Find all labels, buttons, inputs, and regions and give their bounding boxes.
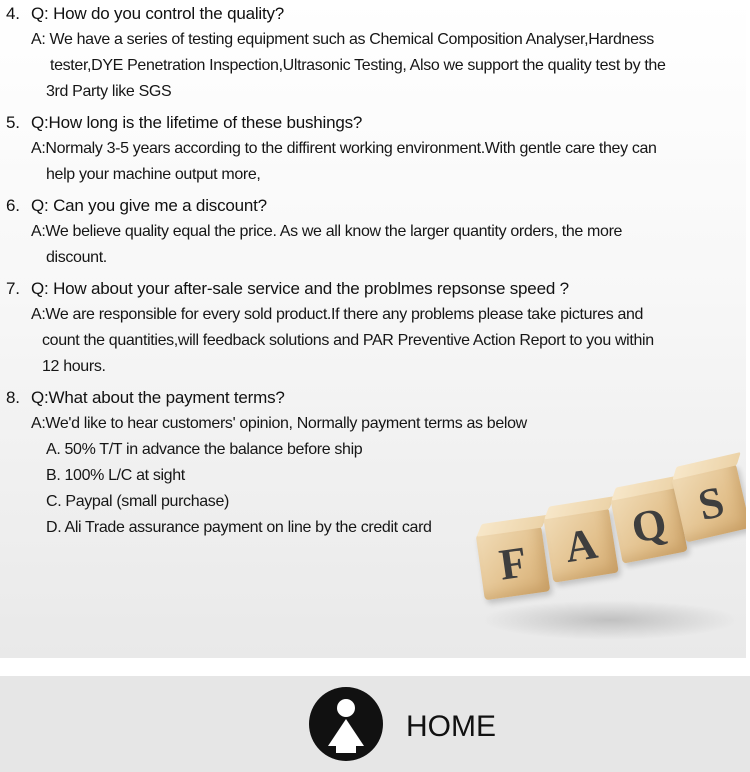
- faq-question-4: [6, 4, 284, 24]
- faq-answer-line: 3rd Party like SGS: [46, 83, 172, 100]
- block-letter: A: [561, 518, 601, 572]
- payment-term-d: D. Ali Trade assurance payment on line by the credit card: [46, 519, 432, 536]
- faqs-blocks-image: [460, 450, 746, 658]
- faq-question-text: Q:What about the payment terms?: [31, 388, 285, 407]
- faq-question-text: Q:How long is the lifetime of these bushings?: [31, 113, 363, 132]
- faq-answer-line: A:Normaly 3-5 years according to the diffirent working environment.With gentle care they can: [31, 140, 657, 157]
- block-letter: S: [693, 476, 729, 530]
- faq-question-8: [6, 388, 285, 408]
- faq-answer-line: discount.: [46, 249, 107, 266]
- block-letter: Q: [627, 497, 671, 553]
- home-label[interactable]: HOME: [406, 710, 496, 743]
- section-divider: [0, 658, 750, 676]
- faq-number: 6.: [6, 196, 20, 215]
- faq-answer-line: A:We are responsible for every sold product.If there any problems please take pictures and: [31, 306, 644, 323]
- faq-number: 7.: [6, 279, 20, 298]
- block-a: [543, 507, 619, 583]
- faq-number: 4.: [6, 4, 20, 23]
- payment-term-b: B. 100% L/C at sight: [46, 467, 185, 484]
- faq-answer-line: help your machine output more,: [46, 166, 261, 183]
- faq-question-6: [6, 196, 267, 216]
- faq-question-text: Q: How about your after-sale service and the problmes repsonse speed ?: [31, 279, 569, 298]
- home-person-icon[interactable]: [308, 686, 384, 762]
- faq-question-text: Q: Can you give me a discount?: [31, 196, 267, 215]
- payment-term-a: A. 50% T/T in advance the balance before ship: [46, 441, 363, 458]
- block-s: [671, 463, 746, 542]
- faq-answer-line: A: We have a series of testing equipment such as Chemical Composition Analyser,Hardness: [31, 31, 654, 48]
- faq-question-7: [6, 279, 569, 299]
- faq-number: 8.: [6, 388, 20, 407]
- faq-answer-line: 12 hours.: [42, 358, 106, 375]
- faq-answer-line: A:We believe quality equal the price. As we all know the larger quantity orders, the more: [31, 223, 623, 240]
- faq-number: 5.: [6, 113, 20, 132]
- faq-answer-line: tester,DYE Penetration Inspection,Ultrasonic Testing, Also we support the quality test by the: [50, 57, 666, 74]
- faq-answer-line: count the quantities,will feedback solutions and PAR Preventive Action Report to you within: [42, 332, 654, 349]
- faq-question-text: Q: How do you control the quality?: [31, 4, 285, 23]
- block-letter: F: [496, 536, 530, 590]
- block-f: [476, 526, 551, 601]
- payment-term-c: C. Paypal (small purchase): [46, 493, 229, 510]
- blocks-shadow: [480, 600, 740, 640]
- faq-answer-line: A:We'd like to hear customers' opinion, Normally payment terms as below: [31, 415, 527, 432]
- faq-question-5: [6, 113, 362, 133]
- footer-home-bar[interactable]: [0, 676, 750, 772]
